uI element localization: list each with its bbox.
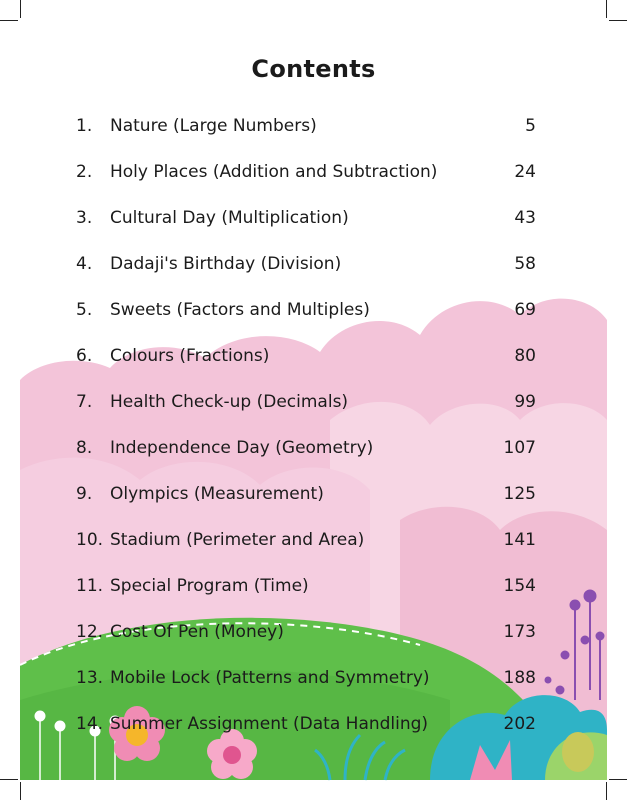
toc-entry-title: Stadium (Perimeter and Area) xyxy=(110,530,365,550)
toc-entry xyxy=(0,484,627,508)
toc-entry-title: Sweets (Factors and Multiples) xyxy=(110,300,370,320)
toc-entry-title: Dadaji's Birthday (Division) xyxy=(110,254,342,274)
toc-entry-page: 173 xyxy=(503,622,536,642)
toc-entry xyxy=(0,162,627,186)
toc-entry-number: 11. xyxy=(76,576,104,596)
toc-entry-page: 107 xyxy=(503,438,536,458)
toc-entry-title: Special Program (Time) xyxy=(110,576,309,596)
toc-entry-page: 43 xyxy=(514,208,536,228)
toc-entry xyxy=(0,116,627,140)
toc-entry-page: 24 xyxy=(514,162,536,182)
toc-entry-title: Summer Assignment (Data Handling) xyxy=(110,714,429,734)
page-title: Contents xyxy=(251,55,376,83)
toc-entry-number: 2. xyxy=(76,162,93,182)
toc-entry-number: 1. xyxy=(76,116,93,136)
toc-entry-number: 5. xyxy=(76,300,93,320)
toc-entry xyxy=(0,714,627,738)
toc-entry xyxy=(0,576,627,600)
toc-entry-title: Cultural Day (Multiplication) xyxy=(110,208,349,228)
toc-entry-page: 5 xyxy=(525,116,536,136)
toc-entry xyxy=(0,668,627,692)
toc-entry-page: 80 xyxy=(514,346,536,366)
toc-entry-title: Mobile Lock (Patterns and Symmetry) xyxy=(110,668,430,688)
toc-entry-page: 188 xyxy=(503,668,536,688)
toc-entry-page: 99 xyxy=(514,392,536,412)
toc-entry xyxy=(0,530,627,554)
toc-entry-title: Holy Places (Addition and Subtraction) xyxy=(110,162,438,182)
toc-entry-number: 12. xyxy=(76,622,104,642)
toc-entry xyxy=(0,254,627,278)
toc-entry-title: Olympics (Measurement) xyxy=(110,484,324,504)
toc-entry xyxy=(0,392,627,416)
toc-entry-title: Health Check-up (Decimals) xyxy=(110,392,349,412)
toc-entry-title: Independence Day (Geometry) xyxy=(110,438,374,458)
toc-entry-page: 154 xyxy=(503,576,536,596)
toc-entry xyxy=(0,622,627,646)
toc-entry xyxy=(0,346,627,370)
toc-entry-title: Cost Of Pen (Money) xyxy=(110,622,284,642)
toc-entry-number: 3. xyxy=(76,208,93,228)
toc-entry xyxy=(0,208,627,232)
toc-entry-page: 141 xyxy=(503,530,536,550)
toc-entry-number: 9. xyxy=(76,484,93,504)
toc-entry-number: 8. xyxy=(76,438,93,458)
toc-entry-title: Nature (Large Numbers) xyxy=(110,116,317,136)
toc-entry-number: 13. xyxy=(76,668,104,688)
toc-entry-page: 69 xyxy=(514,300,536,320)
toc-entry-page: 202 xyxy=(503,714,536,734)
toc-entry-number: 7. xyxy=(76,392,93,412)
toc-entry-title: Colours (Fractions) xyxy=(110,346,270,366)
toc-entry-page: 58 xyxy=(514,254,536,274)
toc-entry xyxy=(0,438,627,462)
toc-entry-page: 125 xyxy=(503,484,536,504)
toc-entry-number: 4. xyxy=(76,254,93,274)
toc-entry-number: 10. xyxy=(76,530,104,550)
toc-entry-number: 14. xyxy=(76,714,104,734)
toc-entry xyxy=(0,300,627,324)
toc-entry-number: 6. xyxy=(76,346,93,366)
